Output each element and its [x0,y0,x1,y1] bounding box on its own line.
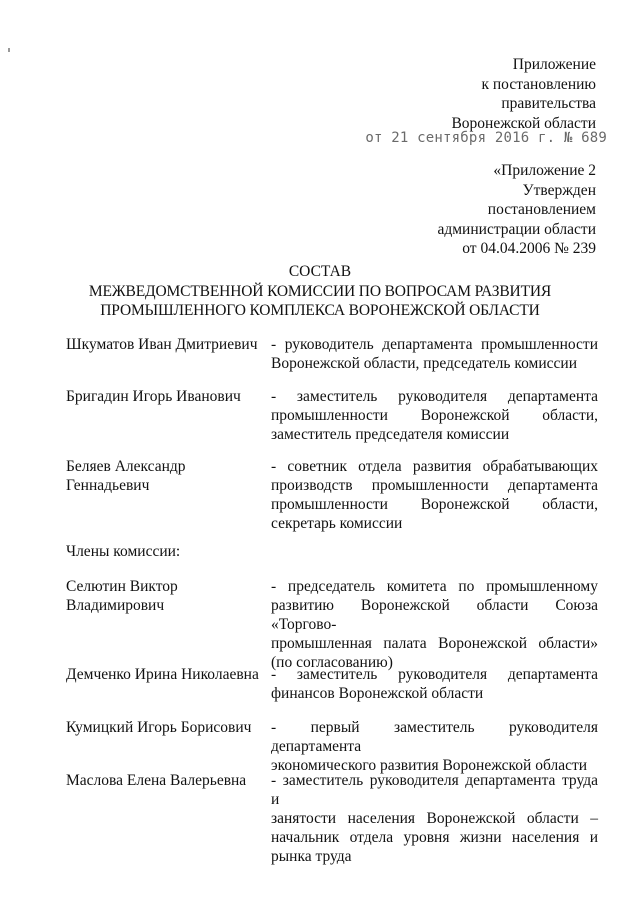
member-role: - председатель комитета по промышленному развитию Воронежской области Союза «Торгово- промышленная палата Воронежской области» (по согласованию) [271,578,598,671]
member-role: - первый заместитель руководителя департамента экономического развития Воронежской области [271,719,598,774]
approval-line: администрации области [437,220,596,238]
approval-line: Утвержден [522,181,596,199]
title-line: ПРОМЫШЛЕННОГО КОМПЛЕКСА ВОРОНЕЖСКОЙ ОБЛАСТИ [100,302,540,319]
attachment-line: Приложение [512,56,596,73]
member-name: Беляев Александр Геннадьевич [66,458,186,494]
member-role: - заместитель руководителя департамента промышленности Воронежской области, заместитель председателя комиссии [271,388,598,443]
member-role: - руководитель департамента промышленности Воронежской области, председатель комиссии [271,336,598,372]
title-line: МЕЖВЕДОМСТВЕННОЙ КОМИССИИ ПО ВОПРОСАМ РАЗВИТИЯ [88,282,552,300]
approval-line: «Приложение 2 [493,162,596,179]
approval-line: от 04.04.2006 № 239 [462,240,596,257]
member-name: Маслова Елена Валерьевна [66,772,247,789]
title-line: СОСТАВ [288,263,352,280]
member-role: - советник отдела развития обрабатывающих производств промышленности департамента промышленности Воронежской области, секретарь комиссии [271,458,598,532]
attachment-line: Воронежской области [451,114,596,132]
member-name: Демченко Ирина Николаевна [66,666,259,683]
member-name: Селютин Виктор Владимирович [66,578,178,614]
attachment-line: к постановлению [481,75,596,93]
member-role: - заместитель руководителя департамента труда и занятости населения Воронежской области – начальник отдела уровня жизни населения и рынка труда [271,772,598,865]
scan-edge-mark [8,48,10,52]
member-name: Шкуматов Иван Дмитриевич [66,336,258,353]
member-name: Бригадин Игорь Иванович [66,388,241,405]
approval-line: постановлением [487,201,596,218]
member-name: Кумицкий Игорь Борисович [66,719,252,736]
attachment-line: правительства [501,95,596,112]
attachment-header [451,55,596,133]
date-number-stamp: от 21 сентября 2016 г. № 689 [365,130,607,146]
members-section-label: Члены комиссии: [66,543,181,560]
approval-header [437,161,596,259]
member-role: - заместитель руководителя департамента финансов Воронежской области [271,666,598,702]
document-title [0,262,640,321]
